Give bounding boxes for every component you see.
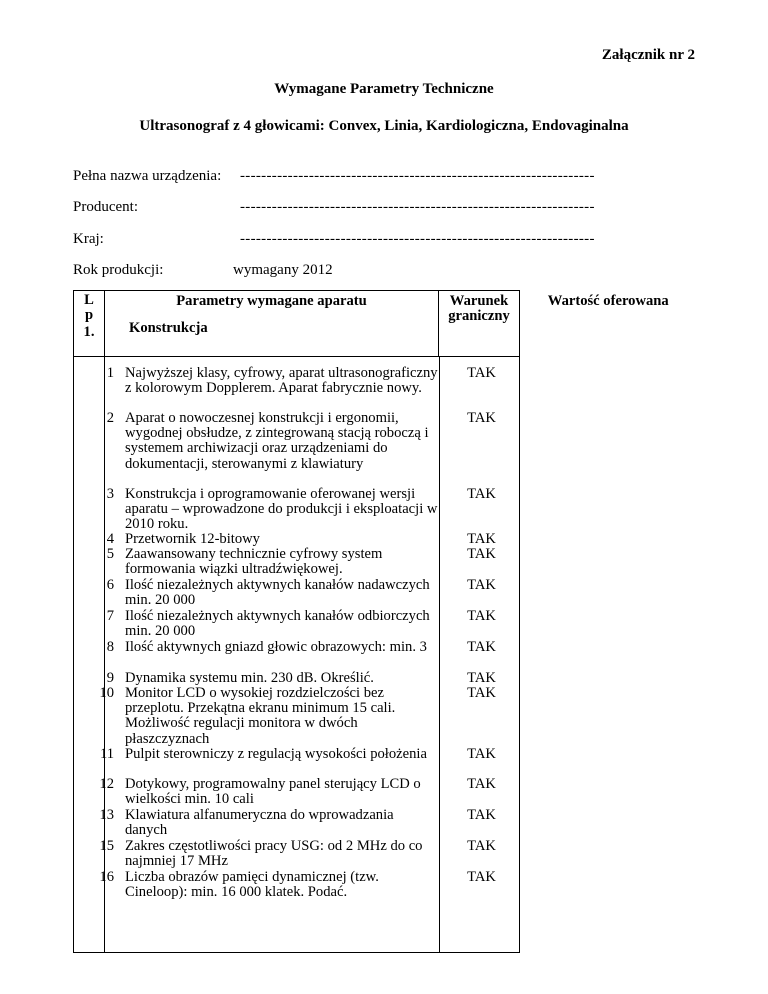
row-condition: TAK xyxy=(467,546,496,562)
row-parameter: Aparat o nowoczesnej konstrukcji i ergonomii, wygodnej obsłudze, z zintegrowaną stacją roboczą i systemem archiwizacji oraz urządzeniami do dokumentacji, sterowanymi z klawiatury xyxy=(125,410,429,472)
condition-divider xyxy=(439,357,440,952)
row-parameter: Pulpit sterowniczy z regulacją wysokości położenia xyxy=(125,746,427,762)
table-row xyxy=(74,578,519,609)
items-cell xyxy=(74,357,520,953)
row-number: 4 xyxy=(106,531,114,547)
section-number: 1. xyxy=(83,324,95,340)
table-row xyxy=(74,609,519,640)
table-row xyxy=(74,487,519,532)
lp-divider xyxy=(104,357,105,952)
offered-values-column xyxy=(520,357,697,953)
country-value: ------------------------------------------------------------------- xyxy=(240,231,595,247)
params-header-cell xyxy=(105,291,439,357)
year-value: wymagany 2012 xyxy=(233,262,333,278)
condition-header: Warunek graniczny xyxy=(439,291,520,357)
row-parameter: Klawiatura alfanumeryczna do wprowadzania danych xyxy=(125,807,394,839)
row-number: 7 xyxy=(106,608,114,624)
section-title: Konstrukcja xyxy=(129,320,208,337)
table-row xyxy=(74,870,519,901)
row-parameter: Liczba obrazów pamięci dynamicznej (tzw. Cineloop): min. 16 000 klatek. Podać. xyxy=(125,869,379,901)
page-subtitle: Ultrasonograf z 4 głowicami: Convex, Linia, Kardiologiczna, Endovaginalna xyxy=(139,118,629,134)
row-number: 13 xyxy=(99,807,114,823)
parameters-table xyxy=(73,290,697,953)
row-parameter: Zakres częstotliwości pracy USG: od 2 MHz do co najmniej 17 MHz xyxy=(125,838,423,870)
row-parameter: Monitor LCD o wysokiej rozdzielczości bez przeplotu. Przekątna ekranu minimum 15 cali. Możliwość regulacji monitora w dwóch płaszczyznach xyxy=(125,685,396,747)
row-number: 3 xyxy=(106,486,114,502)
table-row xyxy=(74,671,519,686)
table-row xyxy=(74,839,519,870)
row-number: 11 xyxy=(99,746,114,762)
row-parameter: Przetwornik 12-bitowy xyxy=(125,531,260,547)
row-condition: TAK xyxy=(467,486,496,502)
table-row xyxy=(74,366,519,411)
year-label: Rok produkcji: xyxy=(73,262,164,278)
annex-label: Załącznik nr 2 xyxy=(601,47,695,63)
row-number: 2 xyxy=(106,410,114,426)
row-condition: TAK xyxy=(467,776,496,792)
table-row xyxy=(74,640,519,671)
table-row xyxy=(74,547,519,578)
table-row xyxy=(74,411,519,487)
row-condition: TAK xyxy=(467,608,496,624)
row-condition: TAK xyxy=(467,685,496,701)
table-row xyxy=(74,808,519,839)
row-parameter: Ilość niezależnych aktywnych kanałów nadawczych min. 20 000 xyxy=(125,577,430,609)
table-row xyxy=(74,777,519,808)
row-number: 1 xyxy=(106,365,114,381)
row-parameter: Najwyższej klasy, cyfrowy, aparat ultrasonograficzny z kolorowym Dopplerem. Aparat fabrycznie nowy. xyxy=(125,365,438,397)
row-condition: TAK xyxy=(467,670,496,686)
page-title: Wymagane Parametry Techniczne xyxy=(274,81,494,97)
row-parameter: Dotykowy, programowalny panel sterujący LCD o wielkości min. 10 cali xyxy=(125,776,421,808)
row-number: 5 xyxy=(106,546,114,562)
producer-label: Producent: xyxy=(73,199,138,215)
row-number: 12 xyxy=(99,776,114,792)
row-condition: TAK xyxy=(467,746,496,762)
full-name-value: ------------------------------------------------------------------- xyxy=(240,168,595,184)
full-name-label: Pełna nazwa urządzenia: xyxy=(73,168,222,184)
params-header: Parametry wymagane aparatu xyxy=(176,293,367,309)
row-condition: TAK xyxy=(467,639,496,655)
country-label: Kraj: xyxy=(73,231,104,247)
row-condition: TAK xyxy=(467,577,496,593)
row-parameter: Ilość niezależnych aktywnych kanałów odbiorczych min. 20 000 xyxy=(125,608,430,640)
table-row xyxy=(74,532,519,547)
producer-value: ------------------------------------------------------------------- xyxy=(240,199,595,215)
row-condition: TAK xyxy=(467,838,496,854)
row-condition: TAK xyxy=(467,807,496,823)
row-condition: TAK xyxy=(467,410,496,426)
row-parameter: Zaawansowany technicznie cyfrowy system formowania wiązki ultradźwiękowej. xyxy=(125,546,383,578)
row-parameter: Dynamika systemu min. 230 dB. Określić. xyxy=(125,670,374,686)
row-number: 15 xyxy=(99,838,114,854)
row-parameter: Konstrukcja i oprogramowanie oferowanej wersji aparatu – wprowadzone do produkcji i eksploatacji w 2010 roku. xyxy=(125,486,438,533)
row-number: 9 xyxy=(106,670,114,686)
items-list xyxy=(74,357,519,952)
row-condition: TAK xyxy=(467,365,496,381)
lp-header: L p xyxy=(84,292,94,323)
row-condition: TAK xyxy=(467,869,496,885)
lp-cell xyxy=(74,291,105,357)
row-parameter: Ilość aktywnych gniazd głowic obrazowych: min. 3 xyxy=(125,639,427,655)
items-row xyxy=(74,357,697,953)
table-row xyxy=(74,747,519,777)
table-header-row xyxy=(74,291,697,357)
row-number: 8 xyxy=(106,639,114,655)
row-number: 16 xyxy=(99,869,114,885)
row-number: 10 xyxy=(99,685,114,701)
row-number: 6 xyxy=(106,577,114,593)
table-row xyxy=(74,686,519,747)
row-condition: TAK xyxy=(467,531,496,547)
offered-header: Wartość oferowana xyxy=(520,291,697,357)
